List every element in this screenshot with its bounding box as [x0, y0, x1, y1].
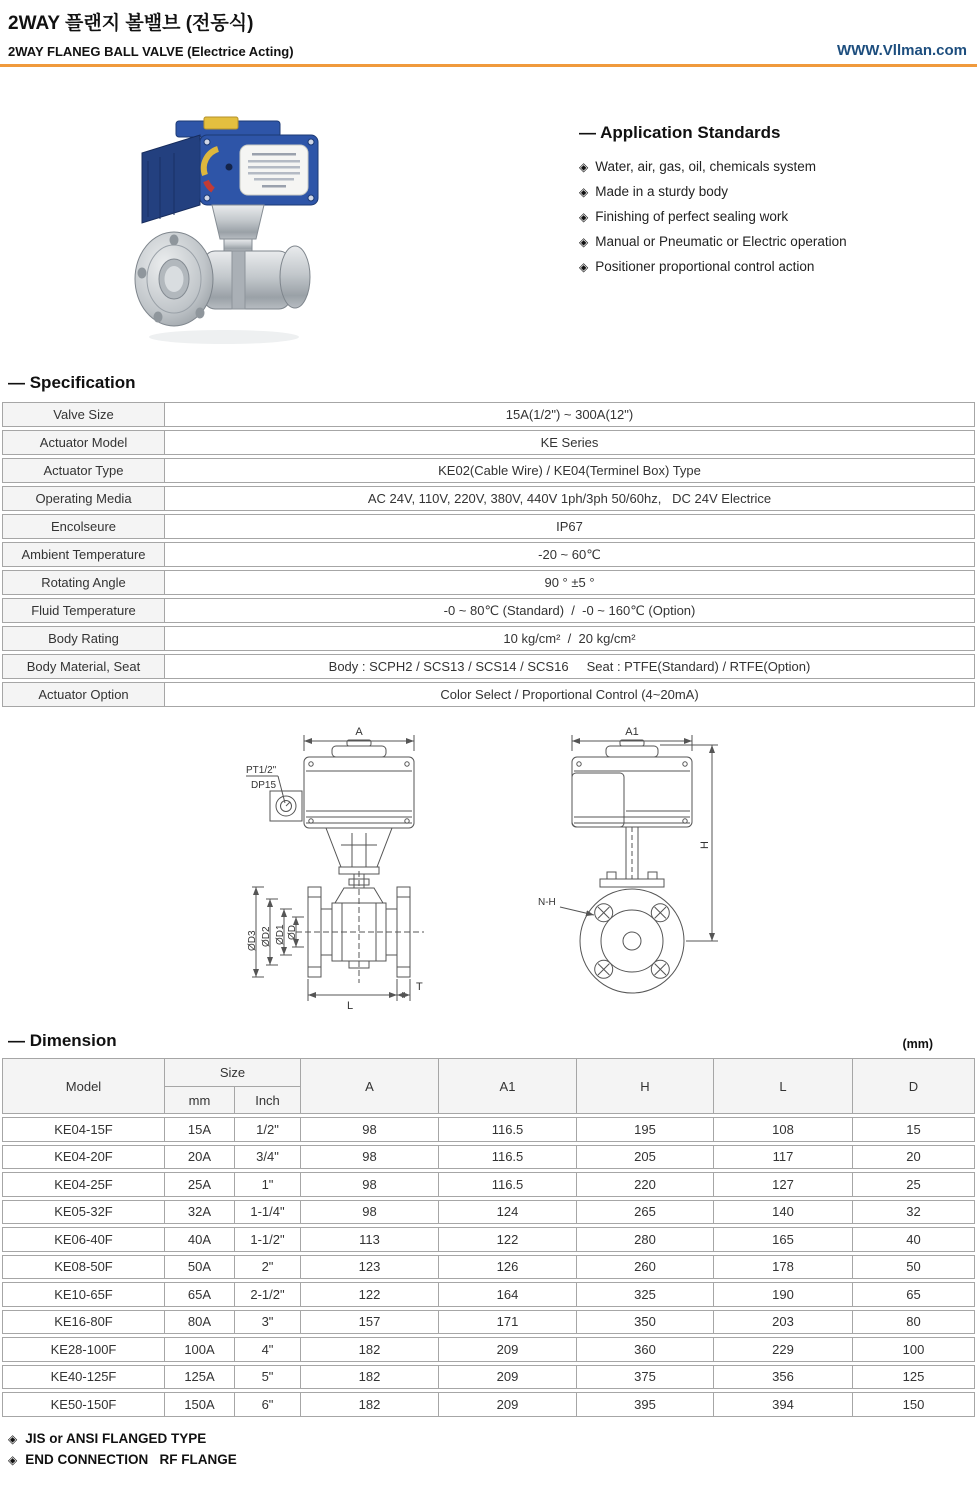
- dimension-cell: 1/2": [235, 1118, 301, 1141]
- dimension-cell: KE04-25F: [3, 1173, 165, 1196]
- dimension-table-row: [2, 1365, 975, 1390]
- dimension-table-row: [2, 1282, 975, 1307]
- dimension-cell: KE04-20F: [3, 1146, 165, 1169]
- dim-label-a1: A1: [624, 726, 639, 738]
- footnote-item: [8, 1452, 977, 1467]
- dimension-cell: 164: [439, 1283, 577, 1306]
- page-title-english: 2WAY FLANEG BALL VALVE (Electrice Acting): [8, 44, 294, 59]
- dimension-cell: 150: [902, 1396, 925, 1412]
- dimension-table-row: [2, 1392, 975, 1417]
- application-item: [579, 259, 977, 274]
- spec-row-label: Encolseure: [3, 515, 165, 538]
- spec-row-label: Actuator Model: [3, 431, 165, 454]
- spec-row-value: KE Series: [540, 435, 599, 450]
- dimension-cell: 6": [235, 1393, 301, 1416]
- diamond-bullet-icon: ◈: [579, 160, 589, 174]
- dimension-cell: 350: [577, 1311, 714, 1334]
- website-url: WWW.Vllman.com: [836, 42, 967, 59]
- dimension-cell: 205: [577, 1146, 714, 1169]
- port-label-pt: PT1/2": [245, 765, 276, 776]
- dimension-cell: 4": [235, 1338, 301, 1361]
- dimension-cell: 40: [906, 1231, 921, 1247]
- column-header-a: A: [301, 1059, 439, 1113]
- product-section: [0, 101, 977, 351]
- application-item: [579, 234, 977, 249]
- dimension-cell: 1-1/4": [235, 1201, 301, 1224]
- dimension-cell: 150A: [165, 1393, 235, 1416]
- product-photo: [112, 101, 330, 351]
- application-item-text: Positioner proportional control action: [595, 259, 815, 274]
- dimension-table-header: [2, 1058, 975, 1114]
- mounting-bracket: [212, 205, 264, 251]
- dim-label-d2: ØD2: [260, 926, 272, 947]
- dimension-heading: — Dimension: [8, 1031, 117, 1050]
- diamond-bullet-icon: ◈: [579, 210, 589, 224]
- dimension-cell: KE05-32F: [3, 1201, 165, 1224]
- application-item: [579, 159, 977, 174]
- page-header: [0, 8, 977, 67]
- dimension-table-row: [2, 1172, 975, 1197]
- dimension-table-row: [2, 1200, 975, 1225]
- dimension-cell: 209: [439, 1366, 577, 1389]
- dimension-cell: 395: [577, 1393, 714, 1416]
- column-header-model: Model: [3, 1059, 165, 1113]
- dimension-cell: KE50-150F: [3, 1393, 165, 1416]
- spec-row: [2, 626, 975, 651]
- application-item-text: Manual or Pneumatic or Electric operation: [595, 234, 847, 249]
- dimension-cell: 3": [235, 1311, 301, 1334]
- dimension-cell: 157: [301, 1311, 439, 1334]
- dimension-table-row: [2, 1117, 975, 1142]
- dimension-cell: 260: [577, 1256, 714, 1279]
- column-header-size: Size: [165, 1059, 300, 1087]
- dim-label-d3: ØD3: [246, 930, 258, 951]
- application-item-text: Finishing of perfect sealing work: [595, 209, 789, 224]
- dimension-cell: 394: [714, 1393, 853, 1416]
- spec-row: [2, 430, 975, 455]
- spec-row-label: Ambient Temperature: [3, 543, 165, 566]
- column-header-d: D: [908, 1078, 919, 1094]
- dimension-cell: 117: [714, 1146, 853, 1169]
- spec-row-value: IP67: [556, 519, 583, 534]
- dimension-cell: KE06-40F: [3, 1228, 165, 1251]
- column-header-mm: mm: [165, 1087, 235, 1113]
- column-header-h: H: [577, 1059, 714, 1113]
- application-item: [579, 209, 977, 224]
- spec-row-value: -20 ~ 60℃: [538, 546, 601, 562]
- dimension-cell: 123: [301, 1256, 439, 1279]
- spec-row-value: 90 ° ±5 °: [544, 575, 595, 590]
- dim-label-d1: ØD1: [274, 924, 286, 945]
- dimension-table-row: [2, 1227, 975, 1252]
- spec-row: [2, 570, 975, 595]
- dimension-cell: 80: [906, 1314, 921, 1330]
- dimension-cell: 98: [301, 1201, 439, 1224]
- dim-label-t: T: [415, 981, 423, 993]
- dimension-cell: 65A: [165, 1283, 235, 1306]
- dimension-cell: 122: [301, 1283, 439, 1306]
- dimension-cell: 209: [439, 1393, 577, 1416]
- dimension-cell: 182: [301, 1366, 439, 1389]
- dimension-cell: 1-1/2": [235, 1228, 301, 1251]
- dimension-cell: 280: [577, 1228, 714, 1251]
- dimension-table-body: [2, 1117, 975, 1417]
- dimension-cell: 113: [301, 1228, 439, 1251]
- column-header-inch: Inch: [255, 1092, 280, 1108]
- dimension-cell: 116.5: [439, 1118, 577, 1141]
- dimension-cell: 50A: [165, 1256, 235, 1279]
- diamond-bullet-icon: ◈: [579, 235, 589, 249]
- diamond-bullet-icon: ◈: [8, 1452, 18, 1467]
- dimension-cell: KE16-80F: [3, 1311, 165, 1334]
- dimension-cell: 122: [439, 1228, 577, 1251]
- spec-row-label: Valve Size: [3, 403, 165, 426]
- spec-row-value: 10 kg/cm² / 20 kg/cm²: [503, 631, 636, 646]
- page-title-korean: 2WAY 플랜지 볼밸브 (전동식): [8, 13, 254, 34]
- dimension-cell: 80A: [165, 1311, 235, 1334]
- dimension-cell: 116.5: [439, 1146, 577, 1169]
- dimension-cell: 1": [235, 1173, 301, 1196]
- dimension-heading-row: [0, 1031, 977, 1051]
- dimension-cell: 209: [439, 1338, 577, 1361]
- dimension-cell: 50: [906, 1259, 921, 1275]
- dim-label-h: H: [698, 841, 711, 849]
- dimension-unit-label: (mm): [902, 1037, 933, 1051]
- dimension-cell: 25A: [165, 1173, 235, 1196]
- spec-row: [2, 458, 975, 483]
- bolt-holes-label: N-H: [537, 897, 556, 908]
- dimension-cell: 356: [714, 1366, 853, 1389]
- dimension-cell: 98: [301, 1146, 439, 1169]
- spec-row-value: -0 ~ 80℃ (Standard) / -0 ~ 160℃ (Option): [443, 602, 696, 618]
- dimension-cell: 15: [906, 1121, 921, 1137]
- dimension-cell: 171: [439, 1311, 577, 1334]
- dimension-cell: 15A: [165, 1118, 235, 1141]
- dimension-cell: 265: [577, 1201, 714, 1224]
- spec-row: [2, 402, 975, 427]
- dimension-cell: 165: [714, 1228, 853, 1251]
- subtitle-row: [8, 42, 967, 59]
- dimension-cell: 65: [906, 1286, 921, 1302]
- dimension-cell: 140: [714, 1201, 853, 1224]
- spec-row-value: 15A(1/2") ~ 300A(12"): [505, 407, 634, 422]
- application-item: [579, 184, 977, 199]
- dimension-cell: 20A: [165, 1146, 235, 1169]
- footnote-text: END CONNECTION RF FLANGE: [25, 1451, 237, 1467]
- spec-row: [2, 514, 975, 539]
- dimension-cell: 108: [714, 1118, 853, 1141]
- dimension-cell: KE40-125F: [3, 1366, 165, 1389]
- dimension-cell: 20: [906, 1149, 921, 1165]
- dimension-cell: 40A: [165, 1228, 235, 1251]
- dimension-cell: 190: [714, 1283, 853, 1306]
- footnotes: [0, 1431, 977, 1467]
- spec-row-value: KE02(Cable Wire) / KE04(Terminel Box) Type: [438, 463, 701, 478]
- diamond-bullet-icon: ◈: [8, 1431, 18, 1446]
- dim-label-d: ØD: [286, 925, 298, 940]
- footnote-text: JIS or ANSI FLANGED TYPE: [25, 1430, 207, 1446]
- application-standards-heading: — Application Standards: [579, 123, 781, 142]
- dimension-cell: KE08-50F: [3, 1256, 165, 1279]
- spec-row-label: Body Rating: [3, 627, 165, 650]
- dimension-cell: 3/4": [235, 1146, 301, 1169]
- footnote-item: [8, 1431, 977, 1446]
- application-standards: [565, 101, 977, 351]
- ball-valve-photo-illustration: [112, 101, 330, 351]
- spec-row-value: AC 24V, 110V, 220V, 380V, 440V 1ph/3ph 50/60hz, DC 24V Electrice: [367, 491, 772, 506]
- specification-heading: — Specification: [8, 373, 136, 392]
- spec-row-value: Color Select / Proportional Control (4~20mA): [440, 687, 699, 702]
- dim-label-l: L: [346, 1000, 353, 1012]
- dimension-table: [2, 1058, 975, 1417]
- dimension-table-row: [2, 1145, 975, 1170]
- dimension-cell: 125: [902, 1369, 925, 1385]
- spec-row: [2, 682, 975, 707]
- dimension-cell: KE10-65F: [3, 1283, 165, 1306]
- dimension-table-row: [2, 1337, 975, 1362]
- front-view-drawing: [244, 721, 479, 1017]
- dimension-cell: 229: [714, 1338, 853, 1361]
- dimension-table-row: [2, 1255, 975, 1280]
- spec-row: [2, 542, 975, 567]
- dimension-cell: 182: [301, 1338, 439, 1361]
- spec-row-value: Body : SCPH2 / SCS13 / SCS14 / SCS16 Seat : PTFE(Standard) / RTFE(Option): [328, 659, 811, 674]
- spec-row-label: Rotating Angle: [3, 571, 165, 594]
- dimension-cell: 5": [235, 1366, 301, 1389]
- dimension-cell: 25: [906, 1176, 921, 1192]
- dimension-cell: 325: [577, 1283, 714, 1306]
- dimension-cell: 360: [577, 1338, 714, 1361]
- dimension-cell: KE28-100F: [3, 1338, 165, 1361]
- dimension-cell: 32A: [165, 1201, 235, 1224]
- dimension-cell: 116.5: [439, 1173, 577, 1196]
- spec-row-label: Body Material, Seat: [3, 655, 165, 678]
- dimension-cell: 32: [906, 1204, 921, 1220]
- dimension-cell: 220: [577, 1173, 714, 1196]
- column-group-size: [165, 1059, 301, 1113]
- spec-row-label: Actuator Option: [3, 683, 165, 706]
- spec-row-label: Operating Media: [3, 487, 165, 510]
- dim-label-a: A: [354, 726, 363, 738]
- dimension-cell: 98: [301, 1173, 439, 1196]
- column-header-l: L: [714, 1059, 853, 1113]
- dimension-cell: 2": [235, 1256, 301, 1279]
- dimension-cell: 195: [577, 1118, 714, 1141]
- valve-body: [135, 232, 310, 326]
- technical-drawings: [0, 721, 977, 1017]
- spec-row: [2, 654, 975, 679]
- spec-row-label: Fluid Temperature: [3, 599, 165, 622]
- dimension-cell: 127: [714, 1173, 853, 1196]
- spec-table: [2, 402, 975, 707]
- dimension-cell: 178: [714, 1256, 853, 1279]
- dimension-cell: KE04-15F: [3, 1118, 165, 1141]
- diamond-bullet-icon: ◈: [579, 185, 589, 199]
- dimension-cell: 182: [301, 1393, 439, 1416]
- dimension-cell: 125A: [165, 1366, 235, 1389]
- dimension-cell: 98: [301, 1118, 439, 1141]
- dimension-cell: 203: [714, 1311, 853, 1334]
- application-list: [579, 159, 977, 274]
- spec-row: [2, 598, 975, 623]
- dimension-cell: 126: [439, 1256, 577, 1279]
- dimension-cell: 375: [577, 1366, 714, 1389]
- side-view-drawing: [534, 721, 734, 1017]
- dimension-cell: 100A: [165, 1338, 235, 1361]
- dimension-cell: 2-1/2": [235, 1283, 301, 1306]
- port-label-dp: DP15: [250, 780, 276, 791]
- spec-row-label: Actuator Type: [3, 459, 165, 482]
- dimension-cell: 124: [439, 1201, 577, 1224]
- diamond-bullet-icon: ◈: [579, 260, 589, 274]
- column-header-a1: A1: [439, 1059, 577, 1113]
- application-item-text: Made in a sturdy body: [595, 184, 729, 199]
- application-item-text: Water, air, gas, oil, chemicals system: [595, 159, 817, 174]
- dimension-table-row: [2, 1310, 975, 1335]
- spec-row: [2, 486, 975, 511]
- dimension-cell: 100: [902, 1341, 925, 1357]
